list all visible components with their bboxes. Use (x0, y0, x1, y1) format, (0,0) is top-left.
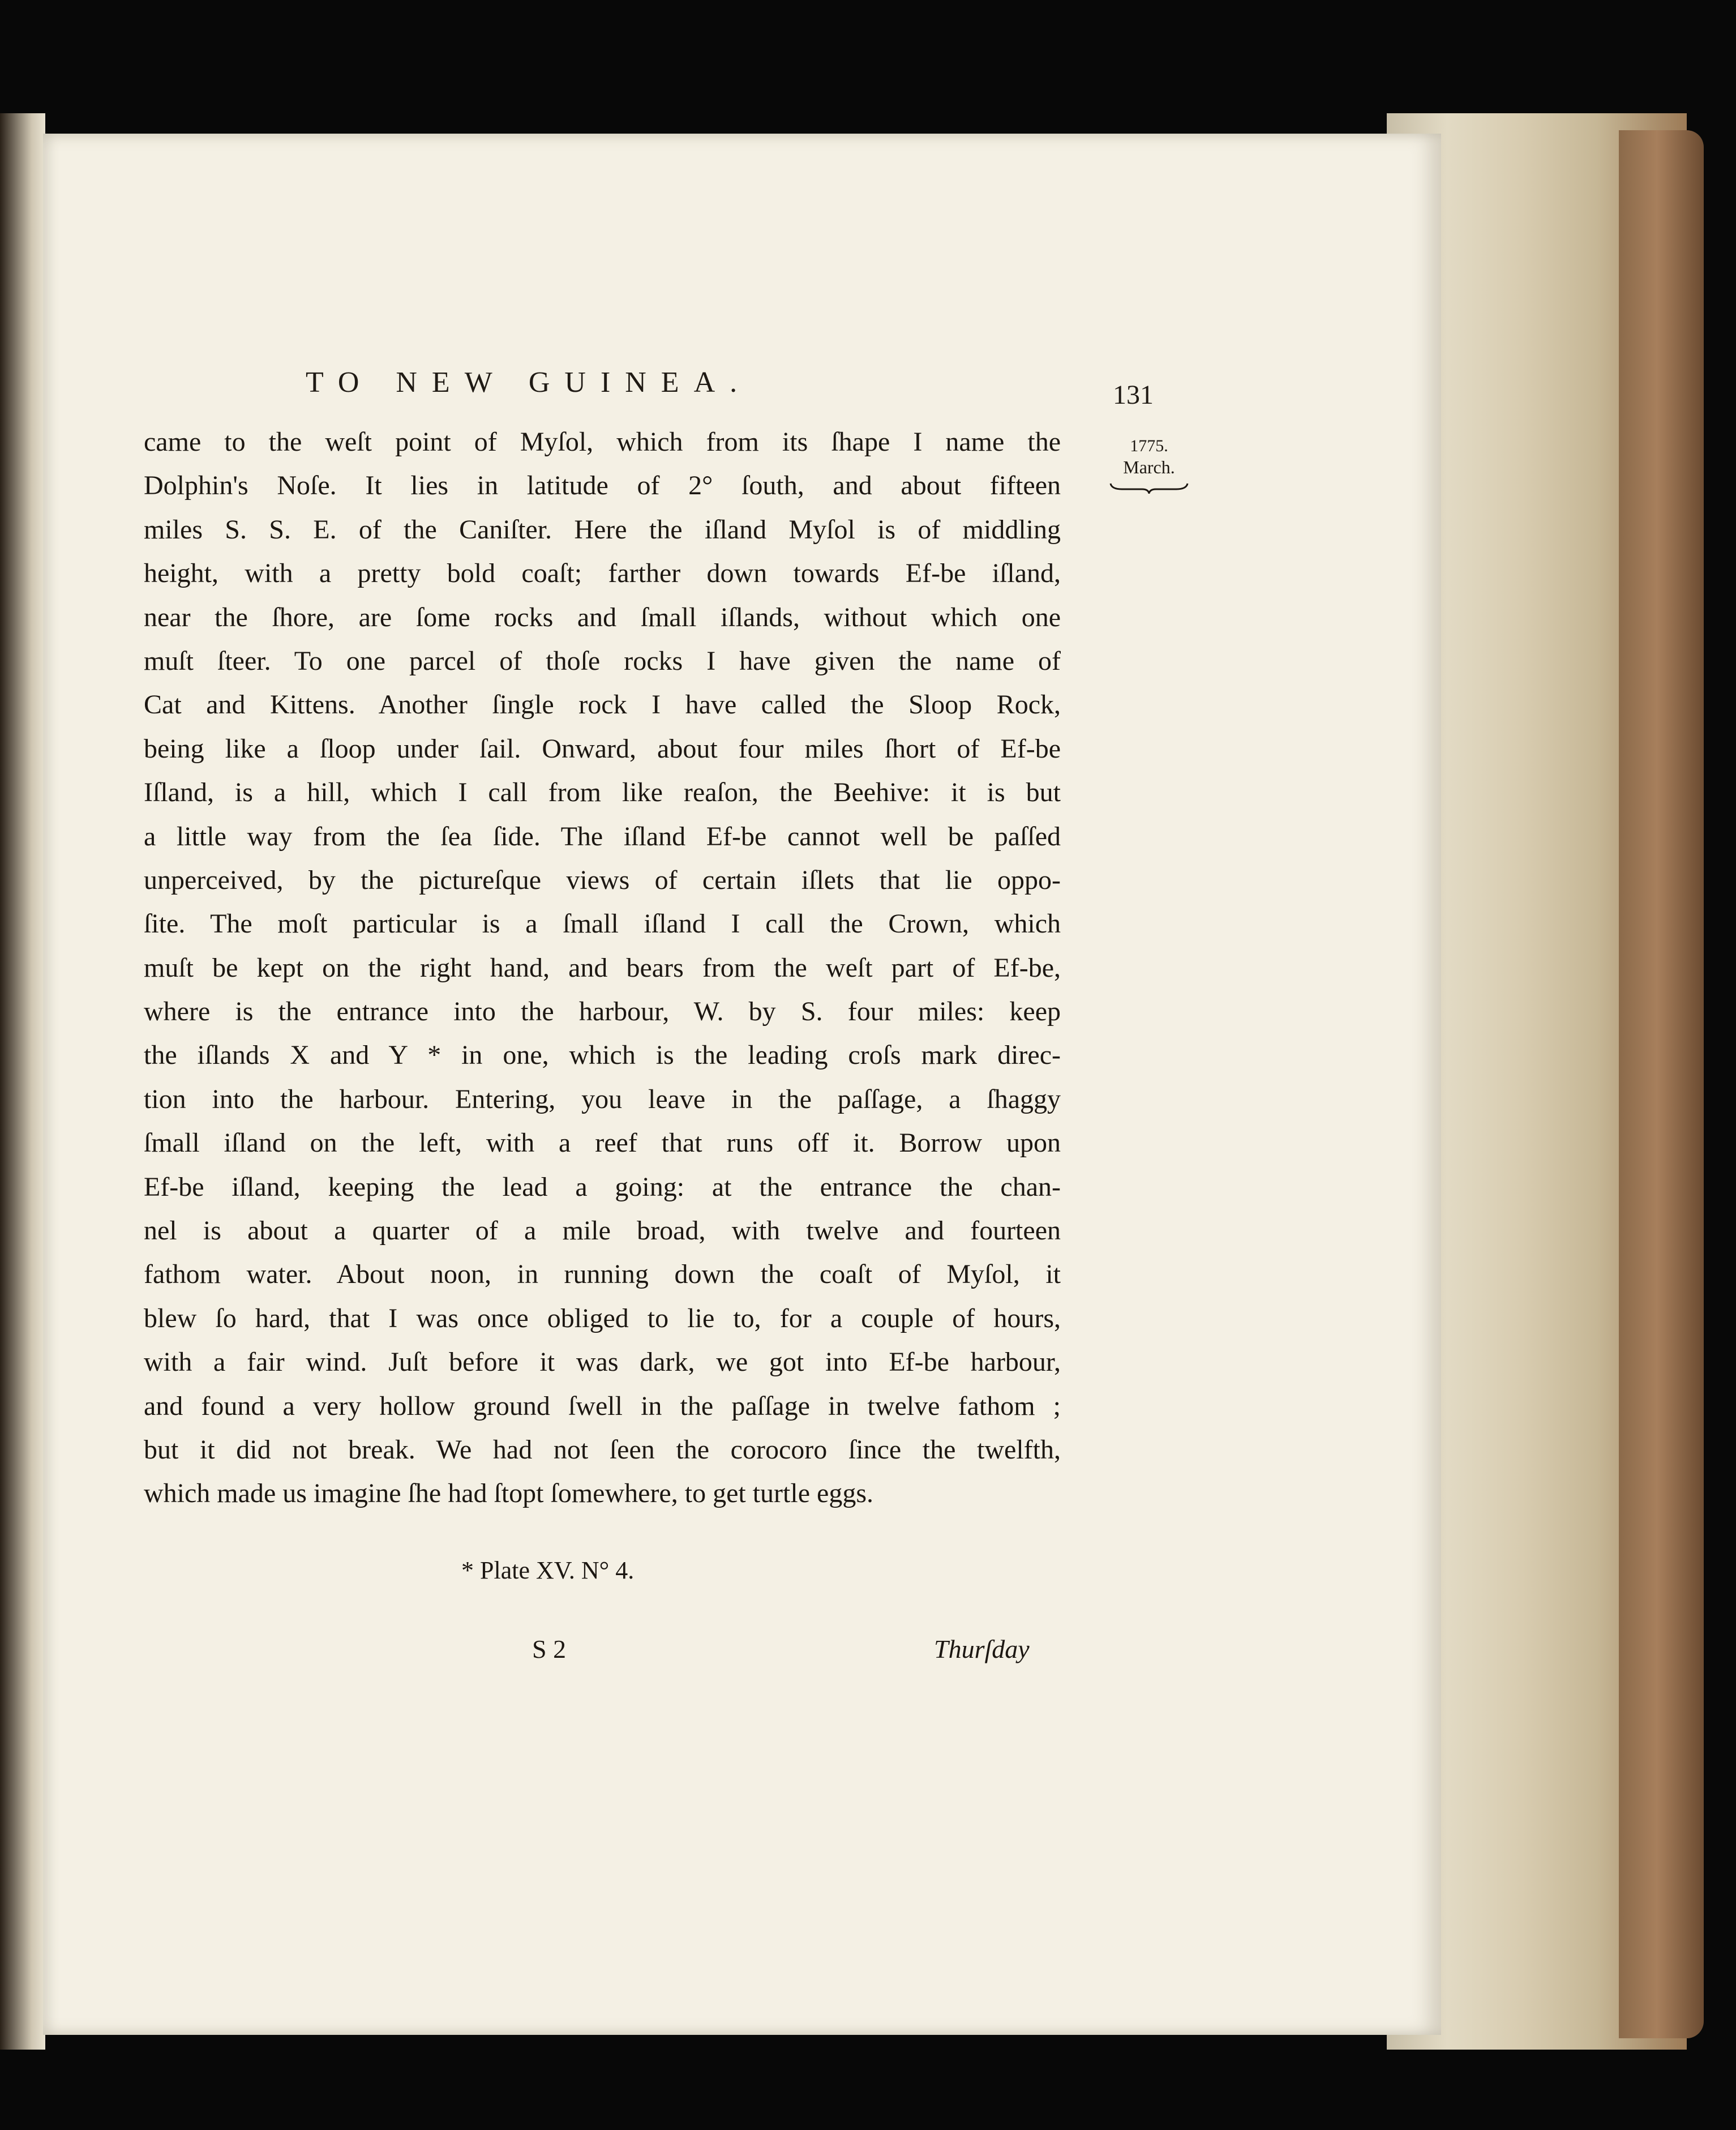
margin-date-note (1104, 436, 1194, 494)
text-line: Ef-be iſland, keeping the lead a going: at the entrance the chan- (144, 1171, 1061, 1202)
book-cover-edge (1619, 130, 1704, 2038)
text-line: Dolphin's Noſe. It lies in latitude of 2° ſouth, and about fifteen (144, 471, 1061, 501)
text-line: muſt ſteer. To one parcel of thoſe rocks I have given the name of (144, 645, 1061, 676)
text-line: came to the weſt point of Myſol, which from its ſhape I name the (144, 427, 1061, 457)
text-line: which made us imagine ſhe had ſtopt ſomewhere, to get turtle eggs. (144, 1478, 873, 1509)
page-number: 131 (1113, 380, 1154, 410)
signature-mark: S 2 (532, 1635, 567, 1663)
text-line: muſt be kept on the right hand, and bears from the weſt part of Ef-be, (144, 952, 1061, 983)
text-line: but it did not break. We had not ſeen the corocoro ſince the twelfth, (144, 1434, 1061, 1465)
text-line: near the ſhore, are ſome rocks and ſmall iſlands, without which one (144, 602, 1061, 632)
margin-note-month: March. (1123, 457, 1175, 477)
text-line: height, with a pretty bold coaſt; farther down towards Ef-be iſland, (144, 558, 1061, 589)
text-line: with a fair wind. Juſt before it was dark, we got into Ef-be harbour, (144, 1347, 1061, 1378)
footnote: * Plate XV. N° 4. (461, 1556, 635, 1584)
text-line: and found a very hollow ground ſwell in the paſſage in twelve fathom ; (144, 1391, 1061, 1421)
text-line: fathom water. About noon, in running down the coaſt of Myſol, it (144, 1259, 1061, 1290)
text-line: a little way from the ſea ſide. The iſland Ef-be cannot well be paſſed (144, 821, 1061, 852)
text-line: nel is about a quarter of a mile broad, with twelve and fourteen (144, 1216, 1061, 1246)
running-head: TO NEW GUINEA. (306, 366, 752, 399)
body-text (144, 420, 1061, 1516)
text-line: blew ſo hard, that I was once obliged to lie to, for a couple of hours, (144, 1303, 1061, 1333)
text-line: being like a ſloop under ſail. Onward, about four miles ſhort of Ef-be (144, 733, 1061, 764)
margin-note-year: 1775. (1130, 437, 1168, 455)
text-line: miles S. S. E. of the Caniſter. Here the iſland Myſol is of middling (144, 514, 1061, 545)
text-line: the iſlands X and Y * in one, which is the leading croſs mark direc- (144, 1040, 1061, 1071)
text-line: where is the entrance into the harbour, W. by S. four miles: keep (144, 996, 1061, 1027)
text-line: ſite. The moſt particular is a ſmall iſland I call the Crown, which (144, 909, 1061, 939)
text-line: ſmall iſland on the left, with a reef that runs off it. Borrow upon (144, 1128, 1061, 1158)
text-line: tion into the harbour. Entering, you leave in the paſſage, a ſhaggy (144, 1084, 1061, 1114)
left-page-edge (0, 113, 45, 2050)
brace-icon (1109, 481, 1189, 494)
text-line: Iſland, is a hill, which I call from like reaſon, the Beehive: it is but (144, 777, 1061, 808)
text-line: Cat and Kittens. Another ſingle rock I have called the Sloop Rock, (144, 690, 1061, 720)
catchword: Thurſday (934, 1635, 1030, 1663)
text-line: unperceived, by the pictureſque views of certain iſlets that lie oppo- (144, 865, 1061, 895)
